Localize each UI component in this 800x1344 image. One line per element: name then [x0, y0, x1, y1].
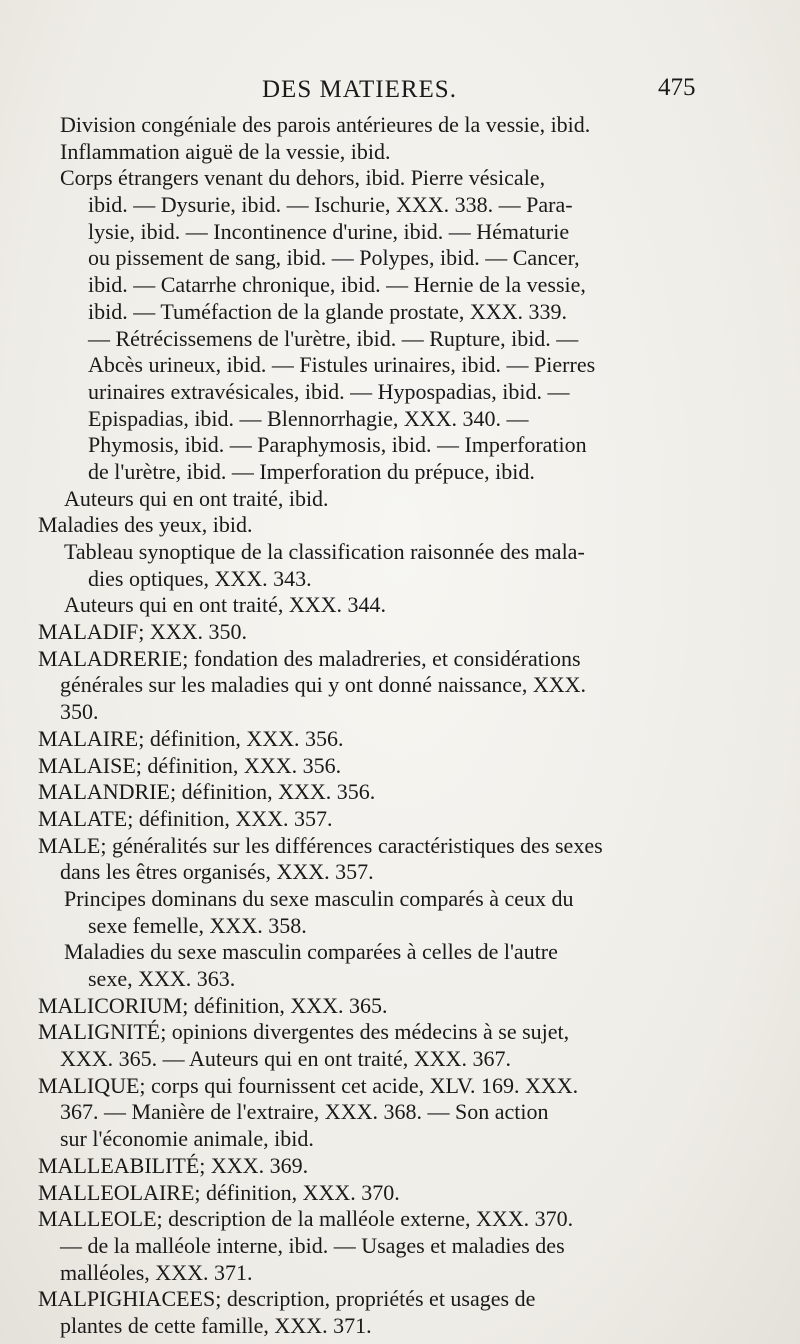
index-line: urinaires extravésicales, ibid. — Hypospadias, ibid. —: [88, 378, 570, 404]
index-line: MALIQUE; corps qui fournissent cet acide, XLV. 169. XXX.: [38, 1072, 579, 1098]
index-line: ibid. — Catarrhe chronique, ibid. — Hernie de la vessie,: [88, 272, 586, 298]
running-title: DES MATIERES.: [262, 76, 457, 103]
index-line: 350.: [60, 699, 99, 725]
index-line: MALE; généralités sur les différences caractéristiques des sexes: [38, 832, 603, 858]
index-line: de l'urètre, ibid. — Imperforation du prépuce, ibid.: [88, 458, 535, 484]
index-line: MALLEABILITÉ; XXX. 369.: [38, 1152, 309, 1178]
index-line: Maladies des yeux, ibid.: [38, 512, 253, 538]
index-line: dies optiques, XXX. 343.: [88, 565, 312, 591]
index-line: MALIGNITÉ; opinions divergentes des médecins à se sujet,: [38, 1019, 570, 1045]
index-line: Auteurs qui en ont traité, XXX. 344.: [64, 592, 386, 618]
index-line: Abcès urineux, ibid. — Fistules urinaires, ibid. — Pierres: [88, 352, 596, 378]
index-line: Division congéniale des parois antérieures de la vessie, ibid.: [60, 112, 591, 137]
index-line: XXX. 365. — Auteurs qui en ont traité, XXX. 367.: [60, 1046, 511, 1072]
index-line: Principes dominans du sexe masculin comparés à ceux du: [64, 885, 574, 911]
index-line: MALAIRE; définition, XXX. 356.: [38, 725, 344, 751]
index-line: générales sur les maladies qui y ont donné naissance, XXX.: [60, 672, 587, 698]
index-line: — de la malléole interne, ibid. — Usages et maladies des: [60, 1232, 565, 1258]
index-line: MALPIGHIACEES; description, propriétés et usages de: [38, 1286, 536, 1312]
index-line: ibid. — Tuméfaction de la glande prostate, XXX. 339.: [88, 298, 568, 324]
page-header: [0, 74, 800, 114]
index-line: Tableau synoptique de la classification raisonnée des mala-: [64, 539, 585, 564]
index-line: malléoles, XXX. 371.: [60, 1259, 253, 1285]
index-line: MALATE; définition, XXX. 357.: [38, 805, 333, 831]
page-number: 475: [658, 74, 696, 101]
index-line: Corps étrangers venant du dehors, ibid. Pierre vésicale,: [60, 165, 546, 191]
index-line: MALICORIUM; définition, XXX. 365.: [38, 992, 388, 1018]
index-line: ibid. — Dysurie, ibid. — Ischurie, XXX. 338. — Para-: [88, 192, 573, 218]
index-line: MALAISE; définition, XXX. 356.: [38, 752, 342, 778]
index-entries: [38, 112, 710, 1340]
index-line: dans les êtres organisés, XXX. 357.: [60, 859, 374, 885]
index-line: sur l'économie animale, ibid.: [60, 1126, 314, 1152]
index-line: MALANDRIE; définition, XXX. 356.: [38, 779, 376, 805]
index-line: MALADRERIE; fondation des maladreries, et considérations: [38, 645, 581, 671]
index-line: sexe femelle, XXX. 358.: [88, 912, 307, 938]
index-line: Auteurs qui en ont traité, ibid.: [64, 485, 329, 511]
index-line: sexe, XXX. 363.: [88, 966, 236, 991]
index-line: plantes de cette famille, XXX. 371.: [60, 1312, 372, 1338]
index-line: Inflammation aiguë de la vessie, ibid.: [60, 138, 391, 164]
index-line: 367. — Manière de l'extraire, XXX. 368. — Son action: [60, 1099, 549, 1125]
index-line: — Rétrécissemens de l'urètre, ibid. — Rupture, ibid. —: [88, 325, 579, 351]
index-line: MALADIF; XXX. 350.: [38, 619, 247, 645]
index-line: lysie, ibid. — Incontinence d'urine, ibid. — Hématurie: [88, 218, 570, 244]
index-line: ou pissement de sang, ibid. — Polypes, ibid. — Cancer,: [88, 245, 580, 271]
index-line: MALLEOLAIRE; définition, XXX. 370.: [38, 1179, 400, 1205]
index-line: Maladies du sexe masculin comparées à celles de l'autre: [64, 939, 558, 965]
index-line: Phymosis, ibid. — Paraphymosis, ibid. — Imperforation: [88, 432, 587, 458]
index-line: Epispadias, ibid. — Blennorrhagie, XXX. 340. —: [88, 405, 529, 431]
index-line: MALLEOLE; description de la malléole externe, XXX. 370.: [38, 1206, 574, 1232]
